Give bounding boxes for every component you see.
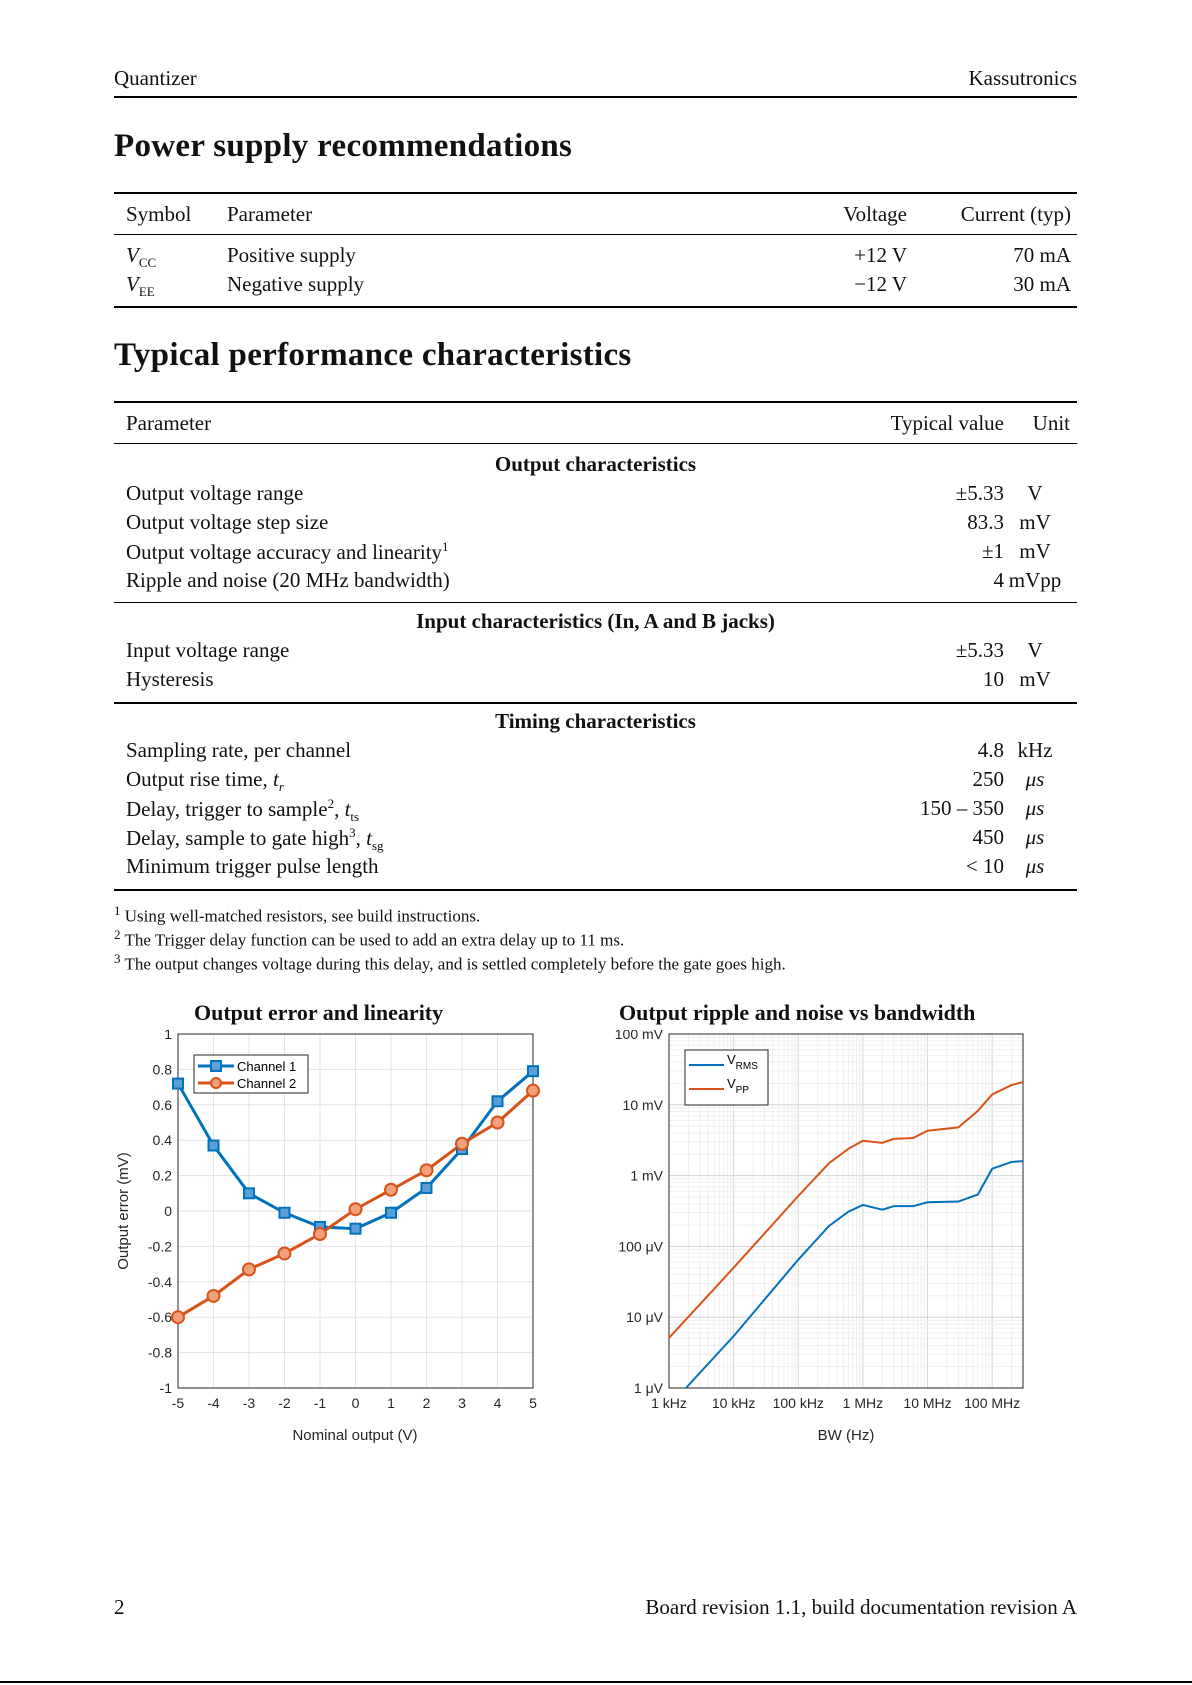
chart-legend xyxy=(194,1055,308,1093)
svg-text:-1: -1 xyxy=(159,1380,172,1396)
svg-text:0.6: 0.6 xyxy=(152,1096,172,1113)
footer-text: Board revision 1.1, build documentation revision A xyxy=(645,1595,1077,1619)
svg-text:100 mV: 100 mV xyxy=(614,1030,663,1042)
header-left: Quantizer xyxy=(114,66,197,90)
svg-text:5: 5 xyxy=(529,1395,537,1411)
table-mid-rule xyxy=(114,443,1077,444)
svg-text:1: 1 xyxy=(164,1030,172,1042)
symbol-vcc: $V_{CC}$ xyxy=(126,243,157,271)
header-rule xyxy=(114,96,1077,98)
table-top-rule xyxy=(114,401,1077,403)
svg-text:-4: -4 xyxy=(207,1395,220,1411)
svg-text:3: 3 xyxy=(458,1395,466,1411)
voltage: +12 V xyxy=(854,243,907,267)
page-number: 2 xyxy=(114,1595,125,1619)
svg-text:0: 0 xyxy=(351,1395,360,1411)
col-parameter: Parameter xyxy=(126,411,212,435)
footnote: $^1$ Using well-matched resistors, see build instructions. xyxy=(114,903,481,926)
svg-text:-5: -5 xyxy=(171,1395,185,1411)
current: 30 mA xyxy=(1013,272,1071,296)
footnote: $^2$ The Trigger delay function can be used to add an extra delay up to 11 ms. xyxy=(114,927,625,950)
svg-text:1 μV: 1 μV xyxy=(633,1380,663,1396)
table-bottom-rule xyxy=(114,889,1077,891)
svg-text:Channel 2: Channel 2 xyxy=(237,1076,297,1091)
voltage: −12 V xyxy=(854,272,907,296)
footnote-ref: 1 xyxy=(442,539,449,554)
col-voltage: Voltage xyxy=(843,202,907,226)
footnote-ref: 3 xyxy=(349,825,356,840)
section-title-power: Power supply recommendations xyxy=(114,128,573,164)
col-symbol: Symbol xyxy=(126,202,192,226)
svg-text:-2: -2 xyxy=(278,1395,291,1411)
y-axis-label: Output error (mV) xyxy=(115,1152,132,1270)
svg-text:-0.2: -0.2 xyxy=(147,1238,172,1255)
svg-text:0.8: 0.8 xyxy=(152,1061,172,1078)
svg-text:10 MHz: 10 MHz xyxy=(903,1395,952,1411)
svg-text:100 kHz: 100 kHz xyxy=(772,1395,824,1411)
col-current: Current (typ) xyxy=(960,202,1071,226)
section-heading-output: Output characteristics xyxy=(494,452,697,476)
svg-text:-1: -1 xyxy=(313,1395,327,1411)
svg-text:10 mV: 10 mV xyxy=(622,1096,663,1113)
parameter: Positive supply xyxy=(227,243,356,267)
x-axis-label: BW (Hz) xyxy=(817,1427,875,1444)
circle-marker-icon xyxy=(211,1078,221,1088)
table-bottom-rule xyxy=(114,306,1077,308)
chart-title-ripple: Output ripple and noise vs bandwidth xyxy=(619,1000,976,1025)
svg-text:4: 4 xyxy=(493,1395,502,1411)
header-right: Kassutronics xyxy=(968,66,1077,90)
parameter: Negative supply xyxy=(227,272,365,296)
col-typical-value: Typical value xyxy=(890,411,1004,435)
col-parameter: Parameter xyxy=(227,202,313,226)
section-rule xyxy=(114,702,1077,704)
svg-text:0: 0 xyxy=(164,1203,172,1219)
svg-text:-0.8: -0.8 xyxy=(147,1344,172,1361)
section-heading-input: Input characteristics (In, A and B jacks) xyxy=(416,609,775,633)
symbol-vee: $V_{EE}$ xyxy=(126,272,155,300)
svg-text:10 μV: 10 μV xyxy=(626,1309,663,1326)
legend-vrms: $V_{RMS}$ xyxy=(727,1052,758,1072)
section-heading-timing: Timing characteristics xyxy=(495,709,696,733)
svg-text:-3: -3 xyxy=(242,1395,256,1411)
svg-text:0.2: 0.2 xyxy=(152,1167,172,1184)
section-rule xyxy=(114,602,1077,603)
svg-text:1 mV: 1 mV xyxy=(630,1167,663,1184)
svg-text:1 MHz: 1 MHz xyxy=(842,1395,884,1411)
footnote-ref: 2 xyxy=(327,796,335,811)
svg-text:-0.6: -0.6 xyxy=(147,1309,172,1326)
square-marker-icon xyxy=(211,1061,221,1071)
footnote: $^3$ The output changes voltage during this delay, and is settled completely before the gate goes high. xyxy=(114,951,786,974)
col-unit: Unit xyxy=(1032,411,1070,435)
section-title-performance: Typical performance characteristics xyxy=(114,337,632,373)
svg-text:2: 2 xyxy=(422,1395,431,1411)
svg-text:100 μV: 100 μV xyxy=(618,1238,663,1255)
svg-text:1: 1 xyxy=(387,1395,395,1411)
legend-vpp: $V_{PP}$ xyxy=(727,1076,750,1096)
svg-text:10 kHz: 10 kHz xyxy=(711,1395,756,1411)
page-bottom-rule xyxy=(0,1681,1192,1683)
svg-text:-0.4: -0.4 xyxy=(147,1273,172,1290)
chart-legend xyxy=(685,1050,768,1105)
svg-text:100 MHz: 100 MHz xyxy=(964,1395,1021,1411)
table-mid-rule xyxy=(114,234,1077,235)
svg-text:0.4: 0.4 xyxy=(152,1132,172,1149)
table-top-rule xyxy=(114,192,1077,194)
ripple-noise-chart xyxy=(600,1030,1080,1450)
svg-text:1 kHz: 1 kHz xyxy=(651,1395,687,1411)
x-axis-label: Nominal output (V) xyxy=(292,1427,418,1444)
current: 70 mA xyxy=(1013,243,1071,267)
error-linearity-chart xyxy=(110,1030,560,1450)
svg-text:Channel 1: Channel 1 xyxy=(237,1059,297,1074)
chart-title-error: Output error and linearity xyxy=(194,1000,444,1025)
